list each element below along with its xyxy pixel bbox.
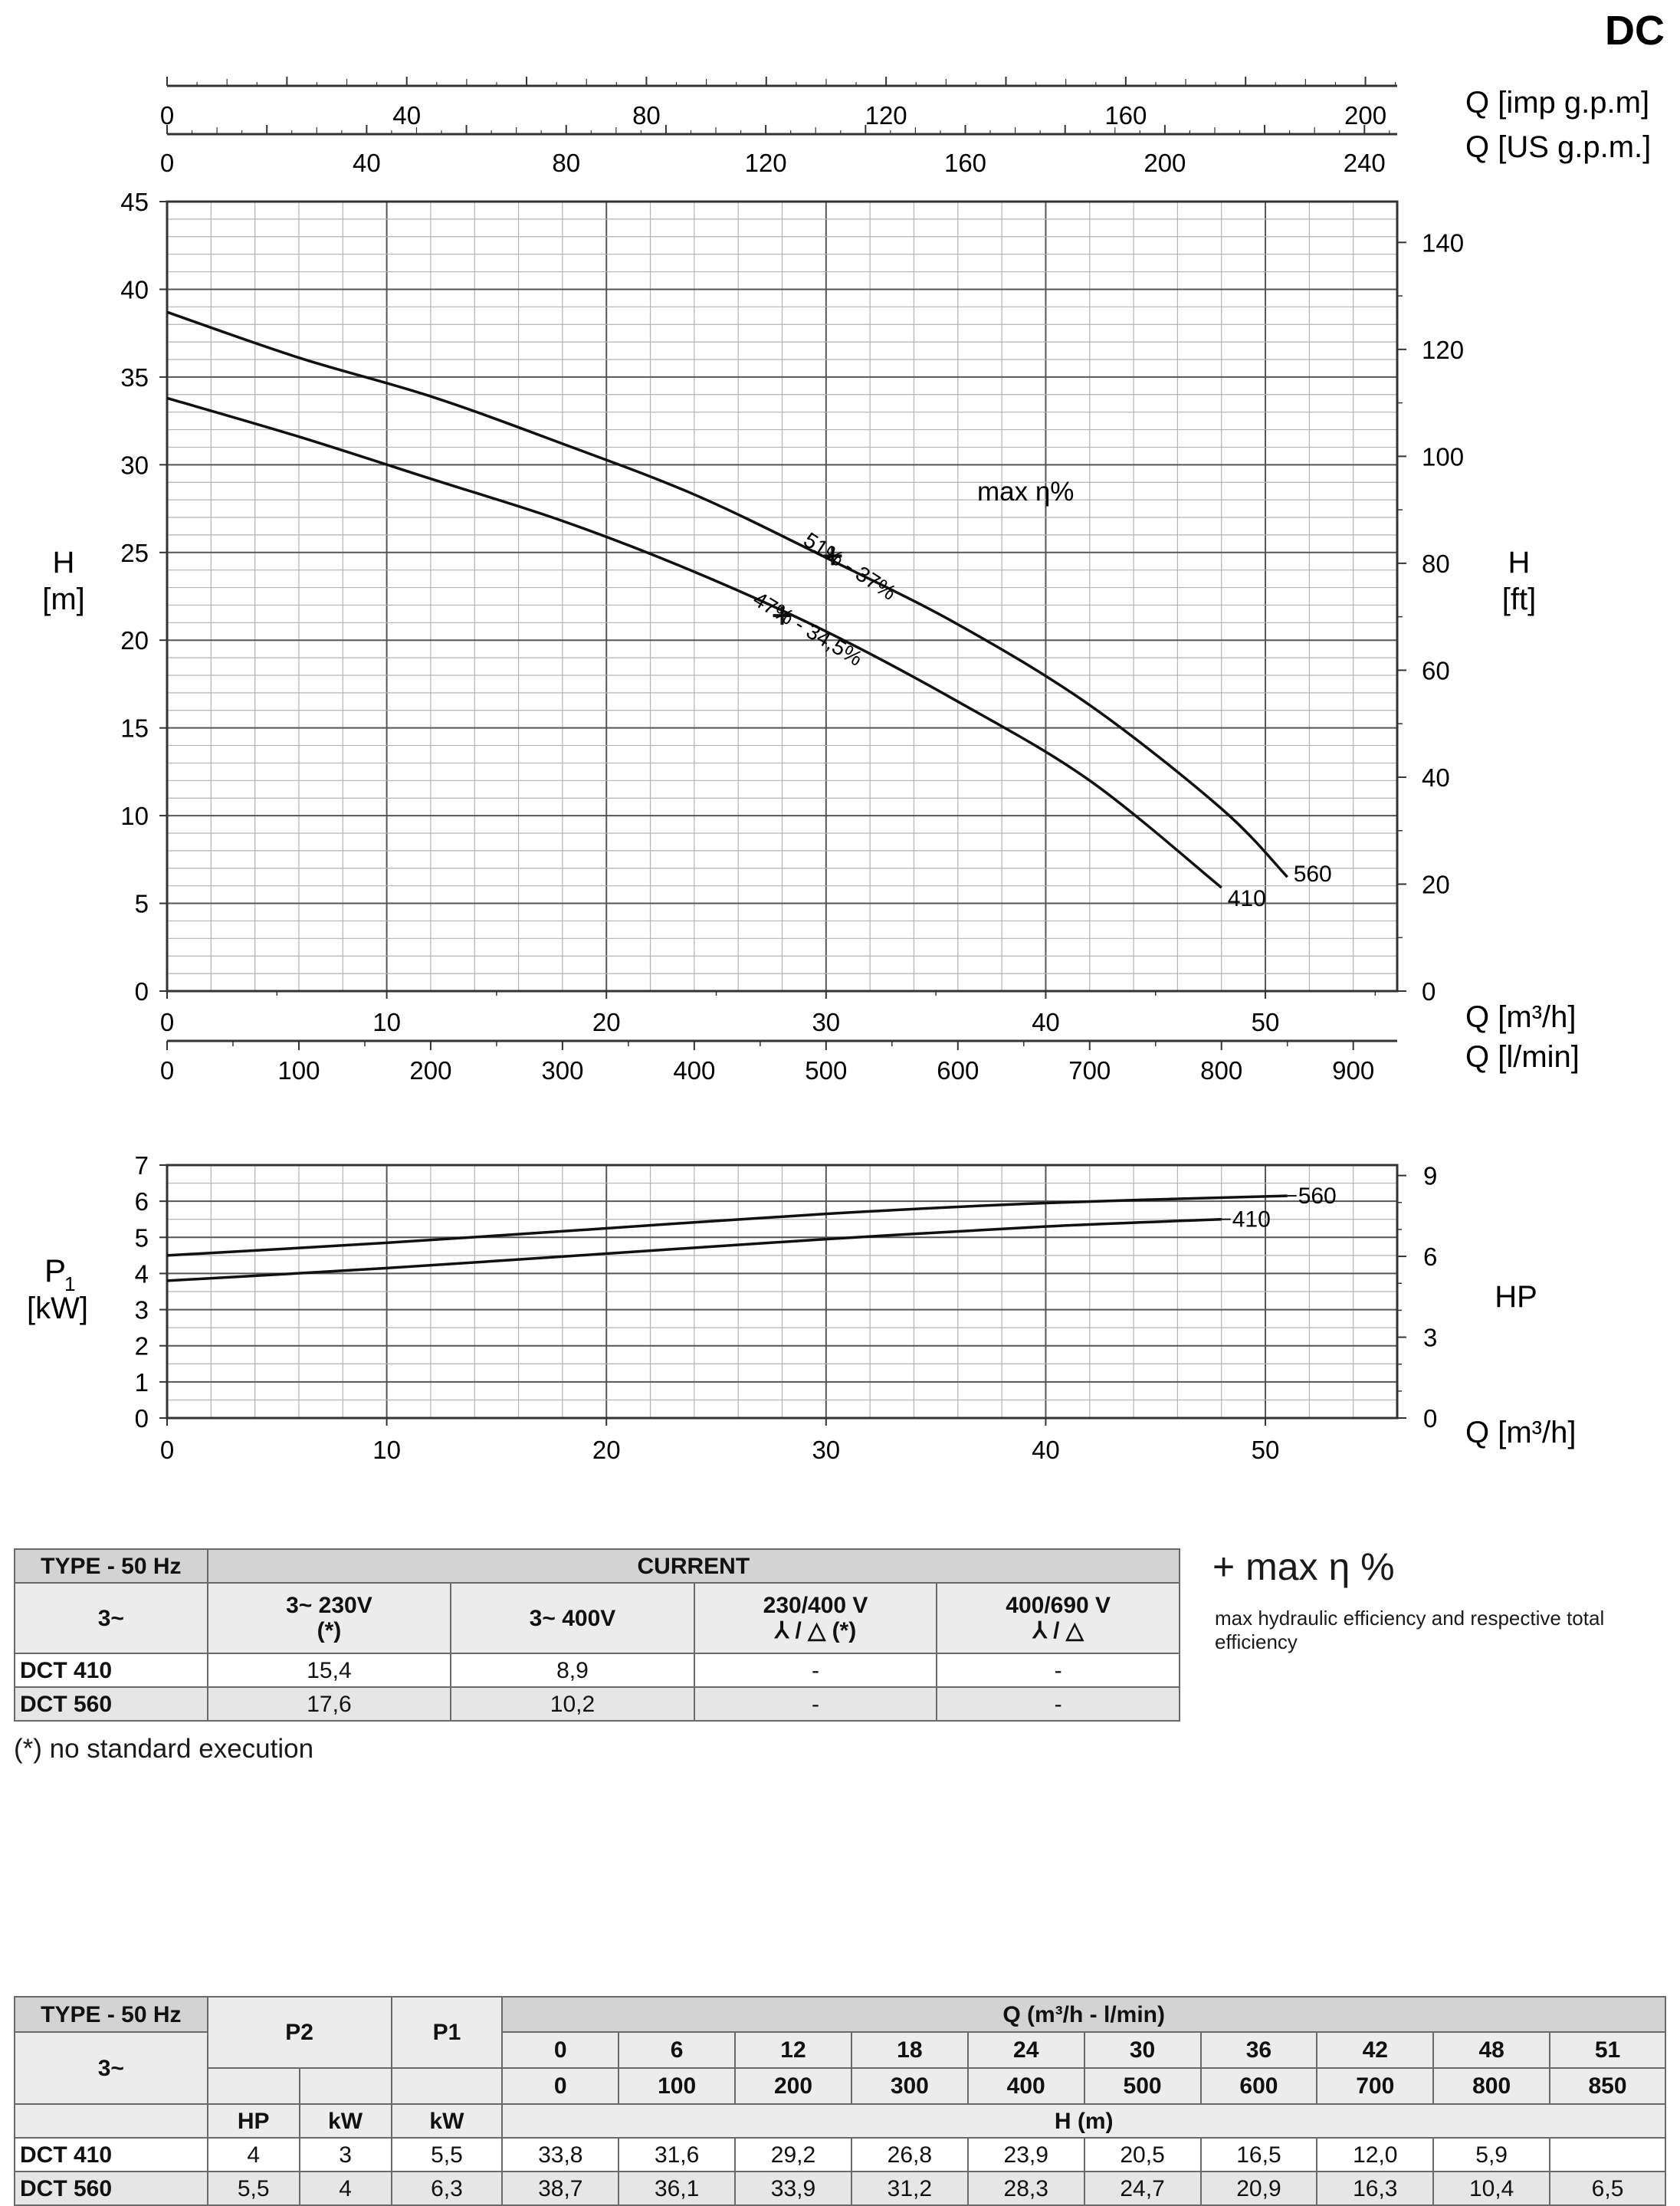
power-x-tick-label: 50 [1251, 1436, 1280, 1464]
y-tick-label-left: 25 [120, 538, 149, 567]
perf-q-lmin-row: 0 100 200 300 400 500 600 700 800 850 [15, 2068, 1665, 2104]
head-chart-grid [167, 202, 1397, 991]
head-curve-560 [167, 312, 1288, 877]
current-col-400v: 3~ 400V [451, 1583, 694, 1653]
perf-p2-header: P2 [208, 1997, 392, 2068]
y-tick-label-left: 10 [120, 802, 149, 831]
y-tick-label-right: 60 [1422, 656, 1450, 685]
x-tick-label-lmin: 300 [541, 1056, 584, 1085]
perf-p1-spacer [392, 2068, 503, 2104]
power-y-tick-label-right: 9 [1423, 1161, 1438, 1190]
x-tick-label-lmin: 900 [1332, 1056, 1375, 1085]
x-axis-title-us-gpm: Q [US g.p.m.] [1465, 130, 1652, 164]
head-chart-curves [167, 312, 1332, 911]
perf-q-header: Q (m³/h - l/min) [502, 1997, 1665, 2032]
y-tick-label-right: 120 [1422, 335, 1465, 364]
current-col-230-400v: 230/400 V ⅄ / △ (*) [694, 1583, 937, 1653]
power-y-tick-label-left: 2 [134, 1331, 149, 1361]
efficiency-label-410: 47% - 34,5% [749, 586, 867, 671]
x-tick-label-m3h: 50 [1251, 1008, 1280, 1036]
y-tick-label-right: 0 [1422, 977, 1436, 1006]
y-axis-title-h-m-symbol: H [52, 546, 75, 579]
power-curve-label-410: 410 [1232, 1206, 1271, 1233]
x-tick-label-lmin: 800 [1200, 1056, 1243, 1085]
power-chart-grid [167, 1165, 1397, 1418]
perf-phase: 3~ [15, 2032, 208, 2104]
perf-units-blank [15, 2104, 208, 2138]
power-y-tick-label-right: 3 [1423, 1323, 1438, 1352]
head-curve-label-410: 410 [1227, 885, 1266, 911]
y-tick-label-right: 20 [1422, 870, 1450, 899]
power-x-tick-label: 30 [812, 1436, 841, 1464]
power-y-tick-label-right: 6 [1423, 1243, 1438, 1272]
legend-description: max hydraulic efficiency and respective total efficiency [1215, 1607, 1605, 1654]
x-tick-label-imp: 0 [159, 101, 175, 130]
perf-p2-spacer-2 [300, 2068, 392, 2104]
y-tick-label-left: 35 [120, 363, 149, 392]
power-x-tick-label: 10 [372, 1436, 401, 1464]
y-tick-label-right: 140 [1422, 228, 1465, 258]
y-tick-label-left: 0 [134, 977, 149, 1006]
head-chart-marks [749, 527, 900, 671]
legend-title: + max η % [1212, 1545, 1395, 1588]
max-efficiency-annotation: max η% [977, 477, 1075, 507]
power-x-tick-label: 20 [592, 1436, 621, 1464]
x-axis-title-imp-gpm: Q [imp g.p.m] [1465, 86, 1650, 120]
y-axis-title-p1-subscript: 1 [64, 1272, 76, 1295]
x-tick-label-m3h: 10 [372, 1008, 401, 1036]
x-tick-label-lmin: 100 [277, 1056, 320, 1085]
x-tick-label-us: 0 [159, 149, 175, 177]
perf-q-m3h-row: 3~ 0 6 12 18 24 30 36 42 48 51 [15, 2032, 1665, 2068]
y-tick-label-right: 100 [1422, 442, 1465, 471]
power-y-tick-label-left: 5 [134, 1223, 149, 1252]
x-tick-label-us: 80 [552, 149, 581, 177]
y-axis-title-h-ft-symbol: H [1508, 546, 1531, 579]
x-axis-title-m3h: Q [m³/h] [1465, 1000, 1577, 1034]
y-tick-label-left: 20 [120, 626, 149, 655]
power-y-tick-label-right: 0 [1423, 1404, 1438, 1433]
x-tick-label-us: 40 [353, 149, 381, 177]
power-chart [27, 1151, 1576, 1464]
y-tick-label-right: 40 [1422, 763, 1450, 792]
x-tick-label-lmin: 0 [159, 1056, 175, 1085]
power-x-tick-label: 0 [159, 1436, 175, 1464]
current-table-footnote: (*) no standard execution [14, 1734, 314, 1764]
perf-units-row: HP kW kW H (m) [15, 2104, 1665, 2138]
y-tick-label-left: 30 [120, 451, 149, 480]
x-tick-label-us: 160 [943, 149, 987, 177]
x-tick-label-us: 240 [1343, 149, 1386, 177]
current-col-400-690v: 400/690 V ⅄ / △ [937, 1583, 1180, 1653]
x-tick-label-lmin: 400 [673, 1056, 716, 1085]
x-tick-label-lmin: 700 [1068, 1056, 1111, 1085]
x-tick-label-m3h: 40 [1032, 1008, 1060, 1036]
x-tick-label-us: 120 [744, 149, 787, 177]
x-tick-label-lmin: 600 [937, 1056, 979, 1085]
y-axis-title-p1-symbol: P [44, 1252, 67, 1288]
power-y-tick-label-left: 7 [134, 1151, 149, 1180]
perf-p2-spacer-1 [208, 2068, 300, 2104]
power-y-tick-label-left: 0 [134, 1404, 149, 1433]
current-row-dct560: DCT 560 17,6 10,2 - - [15, 1687, 1180, 1721]
power-x-axis-title-m3h: Q [m³/h] [1465, 1416, 1577, 1449]
y-axis-title-hp: HP [1495, 1280, 1537, 1314]
y-axis-title-h-m-unit: [m] [42, 583, 85, 616]
y-axis-title-p1-unit: [kW] [27, 1292, 88, 1325]
x-tick-label-imp: 160 [1104, 101, 1147, 130]
perf-row-dct560: DCT 560 5,5 4 6,3 38,7 36,1 33,9 31,2 28,3 24,7 20,9 16,3 10,4 6,5 [15, 2172, 1665, 2205]
current-table-current-header: CURRENT [208, 1549, 1180, 1583]
power-x-tick-label: 40 [1032, 1436, 1060, 1464]
y-tick-label-left: 40 [120, 275, 149, 304]
efficiency-label-560: 51% - 37% [799, 527, 901, 605]
x-tick-label-m3h: 30 [812, 1008, 841, 1036]
perf-type-header: TYPE - 50 Hz [15, 1997, 208, 2032]
current-col-230v: 3~ 230V (*) [208, 1583, 451, 1653]
x-tick-label-us: 200 [1144, 149, 1186, 177]
y-tick-label-left: 15 [120, 714, 149, 743]
x-tick-label-imp: 120 [865, 101, 907, 130]
x-tick-label-imp: 80 [632, 101, 661, 130]
x-tick-label-imp: 40 [392, 101, 422, 130]
x-tick-label-imp: 200 [1344, 101, 1387, 130]
perf-row-dct410: DCT 410 4 3 5,5 33,8 31,6 29,2 26,8 23,9 20,5 16,5 12,0 5,9 [15, 2138, 1665, 2172]
series-code: DC [1605, 8, 1665, 54]
power-y-tick-label-left: 1 [134, 1367, 149, 1397]
power-curve-label-560: 560 [1298, 1183, 1337, 1210]
performance-table [14, 1996, 1666, 2206]
x-tick-label-m3h: 20 [592, 1008, 621, 1036]
current-table-type-header: TYPE - 50 Hz [15, 1549, 208, 1583]
x-tick-label-m3h: 0 [159, 1008, 175, 1036]
power-y-tick-label-left: 3 [134, 1295, 149, 1325]
power-y-tick-label-left: 6 [134, 1187, 149, 1216]
head-curve-label-560: 560 [1293, 862, 1332, 888]
x-tick-label-lmin: 200 [409, 1056, 452, 1085]
head-chart [42, 77, 1651, 1085]
perf-p1-header: P1 [392, 1997, 503, 2068]
x-tick-label-lmin: 500 [805, 1056, 848, 1085]
current-row-dct410: DCT 410 15,4 8,9 - - [15, 1653, 1180, 1687]
y-tick-label-left: 5 [134, 889, 149, 918]
current-table-phase: 3~ [15, 1583, 208, 1653]
power-y-tick-label-left: 4 [134, 1259, 149, 1288]
x-axis-title-lmin: Q [l/min] [1465, 1040, 1580, 1074]
y-tick-label-right: 80 [1422, 549, 1450, 578]
head-chart-axes [120, 77, 1464, 1085]
current-table [14, 1548, 1180, 1722]
y-tick-label-left: 45 [120, 188, 149, 216]
y-axis-title-h-ft-unit: [ft] [1501, 583, 1537, 616]
